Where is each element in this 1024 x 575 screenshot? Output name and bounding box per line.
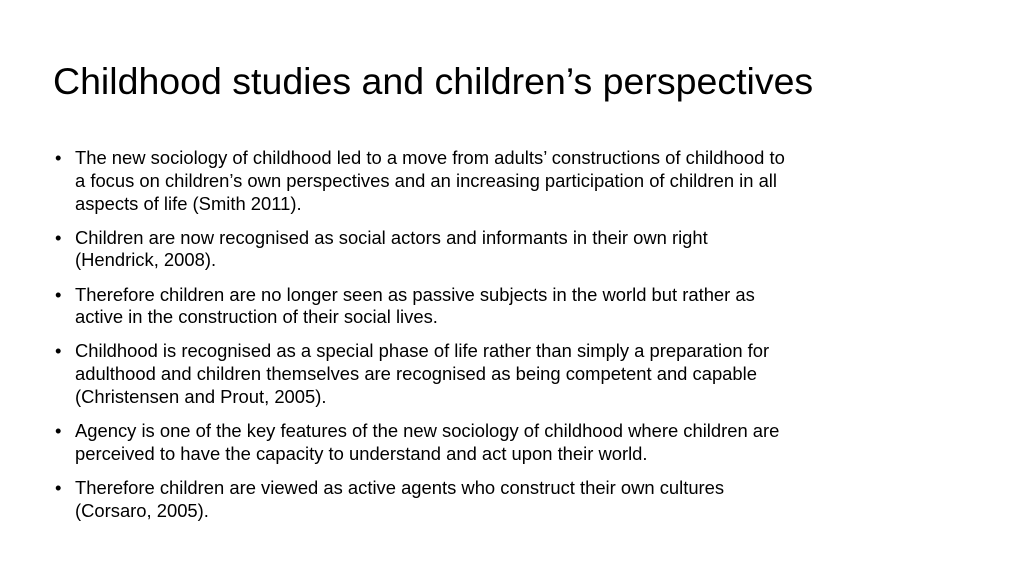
bullet-text: Therefore children are no longer seen as passive subjects in the world but rather as active in the construction of their social lives. <box>75 283 755 328</box>
slide-title: Childhood studies and children’s perspectives <box>53 60 814 102</box>
bullet-icon: • <box>55 283 62 305</box>
bullet-item <box>55 227 795 273</box>
bullet-icon: • <box>55 226 62 248</box>
bullet-text: Agency is one of the key features of the new sociology of childhood where children are perceived to have the capacity to understand and act upon their world. <box>75 420 780 464</box>
bullet-icon: • <box>55 477 62 499</box>
bullet-item <box>55 284 795 330</box>
bullet-item <box>55 340 795 408</box>
bullet-list <box>55 147 795 534</box>
bullet-icon: • <box>55 420 62 442</box>
bullet-item <box>55 477 795 523</box>
bullet-icon: • <box>55 147 62 168</box>
bullet-text: Childhood is recognised as a special phase of life rather than simply a preparation for adulthood and children themselves are recognised as being competent and capable (Christensen and Prout, 2005). <box>75 340 770 408</box>
bullet-text: Children are now recognised as social actors and informants in their own right (Hendrick, 2008). <box>75 226 708 271</box>
bullet-icon: • <box>55 340 62 362</box>
bullet-text: Therefore children are viewed as active agents who construct their own cultures (Corsaro, 2005). <box>75 477 725 521</box>
bullet-text: The new sociology of childhood led to a move from adults’ constructions of childhood to a focus on children’s own perspectives and an increasing participation of children in all aspects of life (Smith 2011). <box>75 147 785 214</box>
bullet-item <box>55 147 795 215</box>
bullet-item <box>55 420 795 466</box>
